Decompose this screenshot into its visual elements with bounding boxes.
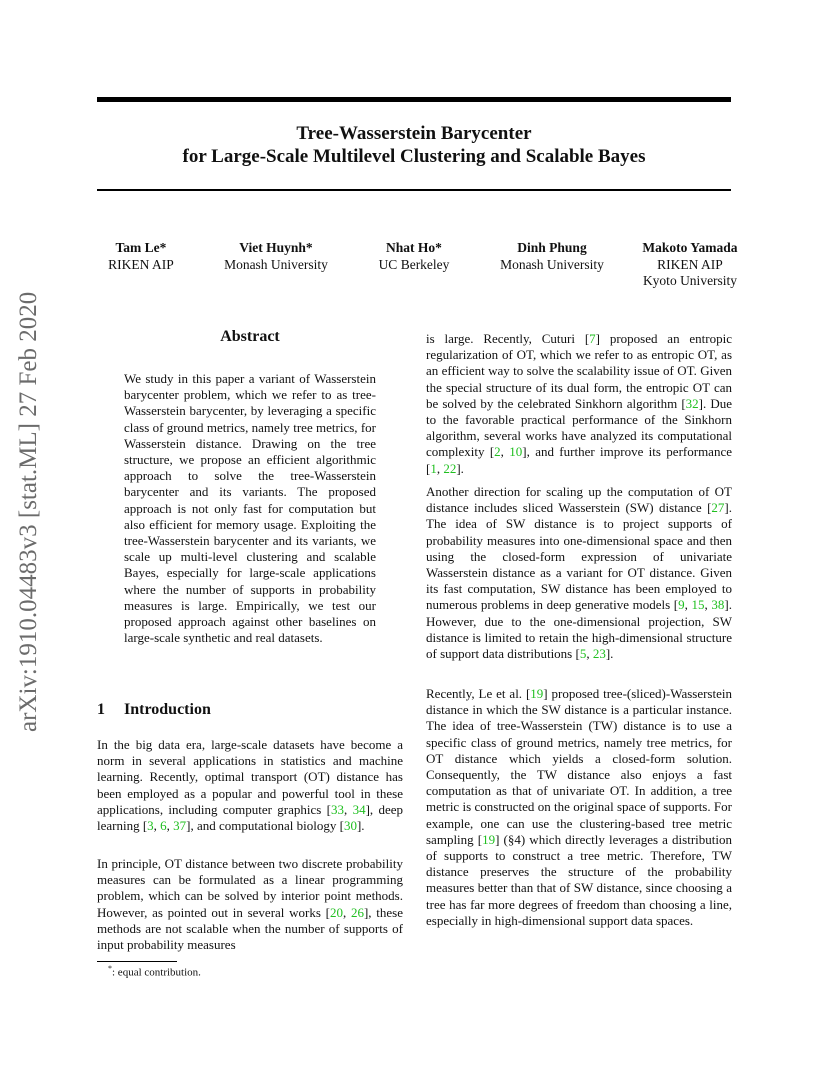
footnote-mark: *: [108, 964, 112, 973]
citation-link[interactable]: 32: [685, 395, 699, 411]
citation-link[interactable]: 33: [330, 801, 344, 817]
section-title: Introduction: [124, 701, 211, 718]
footnote: [108, 964, 201, 979]
citation-link[interactable]: 19: [482, 831, 496, 847]
title-top-rule: [97, 97, 731, 102]
abstract-body: We study in this paper a variant of Wasserstein barycenter problem, which we refer to as tree-Wasserstein barycenter, by leveraging a specific class of ground metrics, namely tree metrics, for Wasserstein distance. Drawing on the tree structure, we propose an efficient algorithmic approach to solve the tree-Wasserstein barycenter and its variants. The proposed approach is not only fast for computation but also efficient for memory usage. Exploiting the tree-Wasserstein barycenter and its variants, we scale up multi-level clustering and scalable Bayes, especially for large-scale applications where the number of supports in probability measures is large. Empirically, we test our proposed approach against other baselines on large-scale synthetic and real datasets.: [124, 371, 376, 646]
section-number: 1: [97, 701, 105, 718]
footnote-rule: [97, 961, 177, 962]
title-line-2: for Large-Scale Multilevel Clustering and Scalable Bayes: [182, 146, 646, 167]
title-bottom-rule: [97, 189, 731, 191]
citation-link[interactable]: 5: [579, 646, 587, 662]
author-affiliation: RIKEN AIP: [657, 256, 723, 272]
citation-link[interactable]: 37: [173, 818, 187, 834]
author-affiliation-2: Kyoto University: [642, 273, 738, 288]
citation-link[interactable]: 15: [691, 597, 705, 613]
intro-paragraph-1: In the big data era, large-scale datasets have become a norm in several applications in statistics and machine learning. Recently, optimal transport (OT) distance has been employed as a popular and powerful tool in these applications, including computer graphics [33, 34], deep learning [3, 6, 37], and computational biology [30].: [97, 737, 404, 834]
citation-link[interactable]: 34: [352, 801, 366, 817]
citation-link[interactable]: 10: [509, 444, 523, 460]
citation-link[interactable]: 20: [329, 904, 343, 920]
author-4: [492, 240, 612, 273]
author-name: Dinh Phung: [517, 240, 587, 255]
citation-link[interactable]: 30: [343, 818, 357, 834]
citation-link[interactable]: 38: [711, 597, 725, 613]
author-name: Tam Le*: [115, 240, 167, 255]
author-5: [628, 240, 752, 290]
author-name: Nhat Ho*: [386, 240, 442, 255]
abstract-heading: Abstract: [220, 328, 280, 345]
author-1: [101, 240, 181, 273]
citation-link[interactable]: 2: [494, 444, 501, 460]
right-paragraph-2: Another direction for scaling up the computation of OT distance includes sliced Wasserstein (SW) distance [27]. The idea of SW distance is to project supports of probability measures into one-dimensional space and then using the closed-form expression of univariate Wasserstein distance as a variant for OT distance. Given its fast computation, SW distance has been employed to numerous problems in deep generative models [9, 15, 38]. However, due to the one-dimensional projection, SW distance is limited to retain the high-dimensional structure of support data distributions [5, 23].: [426, 484, 733, 662]
author-affiliation: RIKEN AIP: [108, 256, 174, 272]
citation-link[interactable]: 27: [711, 500, 725, 516]
citation-link[interactable]: 9: [678, 597, 685, 613]
author-affiliation: Monash University: [224, 256, 328, 272]
citation-link[interactable]: 23: [592, 646, 606, 662]
author-name: Makoto Yamada: [642, 240, 738, 255]
author-affiliation: Monash University: [500, 256, 604, 272]
author-affiliation: UC Berkeley: [378, 256, 450, 272]
author-name: Viet Huynh*: [239, 240, 313, 255]
right-paragraph-3: Recently, Le et al. [19] proposed tree-(sliced)-Wasserstein distance in which the SW distance is a particular instance. The idea of tree-Wasserstein (TW) distance is to use a specific class of ground metrics, namely tree metrics, for OT distance which yields a closed-form solution. Consequently, the TW distance also enjoys a fast computation as that of univariate OT. In addition, a tree metric is constructed on the original space of supports. For example, one can use the clustering-based tree metric sampling [19] (§4) which directly leverages a distribution of supports to construct a tree metric. Therefore, TW distance preserves the structure of the probability measures better than that of SW distance, since choosing a tree has far more degrees of freedom than choosing a line, especially in high-dimensional support data spaces.: [426, 686, 732, 928]
citation-link[interactable]: 19: [530, 686, 544, 701]
paper-title: [97, 122, 731, 168]
citation-link[interactable]: 22: [443, 460, 457, 476]
citation-link[interactable]: 3: [147, 818, 154, 834]
citation-link[interactable]: 1: [430, 460, 437, 476]
footnote-text: : equal contribution.: [112, 966, 201, 979]
intro-paragraph-2: In principle, OT distance between two discrete probability measures can be formulated as a linear programming problem, which can be solved by interior point methods. However, as pointed out in several works [20, 26], these methods are not scalable when the number of supports of input probability measures: [97, 856, 403, 953]
citation-link[interactable]: 6: [160, 818, 167, 834]
author-2: [216, 240, 336, 273]
citation-link[interactable]: 7: [589, 331, 596, 346]
introduction-heading: [97, 701, 211, 719]
title-line-1: Tree-Wasserstein Barycenter: [296, 123, 532, 144]
right-paragraph-1: is large. Recently, Cuturi [7] proposed an entropic regularization of OT, which we refer to as entropic OT, as an efficient way to solve the scalability issue of OT. Given the special structure of its dual form, the entropic OT can be solved by the celebrated Sinkhorn algorithm [32]. Due to the favorable practical performance of the Sinkhorn algorithm, several works have analyzed its computational complexity [2, 10], and further improve its performance [1, 22].: [426, 331, 732, 476]
arxiv-stamp: arXiv:1910.04483v3 [stat.ML] 27 Feb 2020: [15, 291, 42, 733]
citation-link[interactable]: 26: [350, 904, 364, 920]
author-3: [368, 240, 460, 273]
